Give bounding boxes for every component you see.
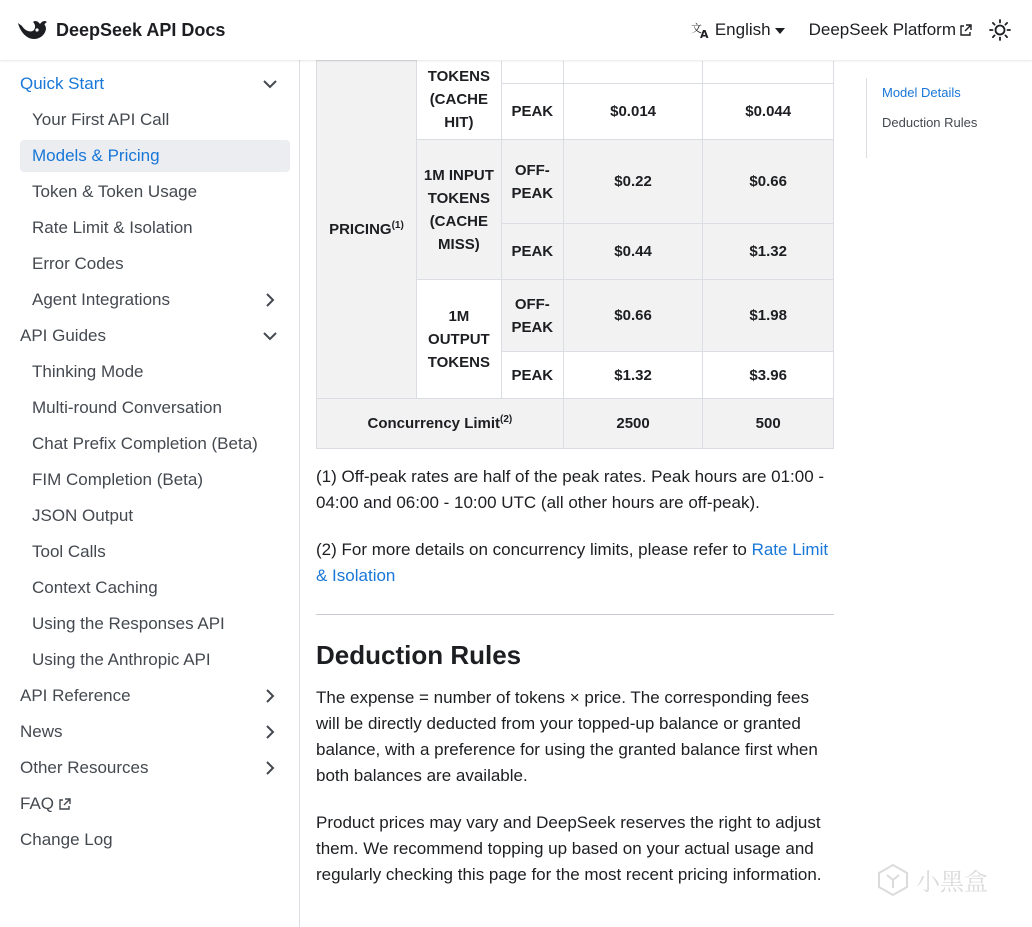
sun-icon xyxy=(989,19,1011,41)
table-of-contents xyxy=(866,78,977,158)
sidebar-item-label: API Guides xyxy=(20,326,106,345)
table-value-cell xyxy=(563,61,703,84)
table-period-cell xyxy=(501,84,563,140)
svg-text:A: A xyxy=(699,28,709,40)
sidebar-category-api-reference[interactable] xyxy=(20,680,290,712)
group-label: TOKENS (CACHE HIT) xyxy=(427,68,490,132)
sidebar-item-label: Chat Prefix Completion (Beta) xyxy=(32,434,258,453)
sidebar-item-label: Models & Pricing xyxy=(32,146,160,165)
price-value: $3.96 xyxy=(749,366,787,384)
table-period-cell xyxy=(501,224,563,280)
period-label: PEAK xyxy=(511,366,554,384)
sidebar-item-label: Using the Anthropic API xyxy=(32,650,211,669)
concurrency-value: 2500 xyxy=(616,415,650,432)
sidebar-item-models-pricing[interactable] xyxy=(20,140,290,172)
concurrency-label: Concurrency Limit xyxy=(367,415,501,432)
sidebar-item-label: Using the Responses API xyxy=(32,614,225,633)
chevron-right-icon[interactable] xyxy=(262,724,278,740)
section-heading: Deduction Rules xyxy=(316,640,522,670)
section-divider xyxy=(316,614,834,615)
svg-text:文: 文 xyxy=(690,22,702,35)
chevron-right-icon[interactable] xyxy=(262,292,278,308)
price-value: $1.32 xyxy=(614,366,652,384)
table-value-cell xyxy=(703,399,834,449)
chevron-down-icon[interactable] xyxy=(262,328,278,344)
footnote-2-text: (2) For more details on concurrency limits, please refer to xyxy=(316,540,752,559)
pricing-label: PRICING xyxy=(329,221,392,238)
price-value: $1.32 xyxy=(749,243,787,260)
period-label: PEAK xyxy=(511,103,554,120)
table-value-cell xyxy=(703,84,834,140)
table-value-cell xyxy=(703,140,834,224)
table-period-cell xyxy=(501,61,563,84)
watermark xyxy=(876,862,988,897)
price-value: $0.44 xyxy=(614,243,652,260)
sidebar-category-other-resources[interactable] xyxy=(20,752,290,784)
sidebar-item-rate-limit[interactable] xyxy=(20,212,290,244)
sidebar-item-label: News xyxy=(20,722,63,741)
sidebar-item-responses-api[interactable] xyxy=(20,608,290,640)
price-value: $0.66 xyxy=(749,173,787,190)
group-label: 1M INPUT TOKENS (CACHE MISS) xyxy=(423,166,494,253)
sidebar-item-fim-completion[interactable] xyxy=(20,464,290,496)
table-value-cell xyxy=(563,352,703,399)
sidebar-category-api-guides[interactable] xyxy=(20,320,290,352)
table-value-cell xyxy=(703,224,834,280)
sidebar-item-error-codes[interactable] xyxy=(20,248,290,280)
platform-link[interactable] xyxy=(809,20,972,40)
platform-label: DeepSeek Platform xyxy=(808,20,956,39)
table-value-cell xyxy=(563,140,703,224)
chevron-right-icon[interactable] xyxy=(262,688,278,704)
concurrency-value: 500 xyxy=(755,415,781,432)
sidebar-item-faq[interactable] xyxy=(20,788,290,820)
chevron-down-icon xyxy=(775,28,785,34)
footnote-2 xyxy=(316,537,834,589)
brand-title: DeepSeek API Docs xyxy=(56,19,226,40)
sidebar-item-agent-integrations[interactable] xyxy=(20,284,290,316)
table-value-cell xyxy=(563,399,703,449)
table-value-cell xyxy=(703,352,834,399)
period-label: OFF-PEAK xyxy=(511,161,554,202)
language-label: English xyxy=(714,20,771,39)
sidebar-item-label: Token & Token Usage xyxy=(32,182,198,201)
table-value-cell xyxy=(563,84,703,140)
top-navbar xyxy=(0,0,1032,60)
sidebar-item-label: Context Caching xyxy=(32,578,158,597)
table-value-cell xyxy=(703,61,834,84)
sidebar-item-label: FAQ xyxy=(20,794,55,813)
table-period-cell xyxy=(501,280,563,352)
chevron-down-icon[interactable] xyxy=(262,76,278,92)
sidebar-item-context-caching[interactable] xyxy=(20,572,290,604)
pricing-row-header xyxy=(317,61,417,399)
period-label: PEAK xyxy=(511,243,554,260)
sidebar-item-your-first-api-call[interactable] xyxy=(20,104,290,136)
language-dropdown[interactable] xyxy=(691,20,785,40)
sidebar-item-change-log[interactable] xyxy=(20,824,290,856)
table-group-cell xyxy=(416,280,501,399)
sidebar-item-token-usage[interactable] xyxy=(20,176,290,208)
pricing-table xyxy=(316,60,834,449)
sidebar-item-label: Change Log xyxy=(20,830,113,849)
period-label: OFF-PEAK xyxy=(511,295,554,336)
translate-icon xyxy=(691,20,711,40)
sidebar-category-quick-start[interactable] xyxy=(20,68,290,100)
price-value: $0.014 xyxy=(610,103,657,120)
deduction-paragraph-1: The expense = number of tokens × price. The corresponding fees will be directly deducted from your topped-up balance or granted balance, with a preference for using the granted balance first when both balances are available. xyxy=(316,688,818,785)
chevron-right-icon[interactable] xyxy=(262,760,278,776)
toc-item-model-details[interactable]: Model Details xyxy=(882,85,961,100)
toc-item-deduction-rules[interactable]: Deduction Rules xyxy=(882,115,978,130)
table-group-cell xyxy=(416,61,501,140)
sidebar xyxy=(0,60,300,927)
group-label: 1M OUTPUT TOKENS xyxy=(427,307,490,371)
price-value: $0.66 xyxy=(614,307,652,324)
table-value-cell xyxy=(703,280,834,352)
sidebar-item-label: Agent Integrations xyxy=(32,290,170,309)
table-value-cell xyxy=(563,280,703,352)
deepseek-whale-logo-icon xyxy=(16,17,48,43)
sidebar-item-label: Quick Start xyxy=(20,74,105,93)
sidebar-item-label: FIM Completion (Beta) xyxy=(32,470,203,489)
deduction-paragraph-2: Product prices may vary and DeepSeek reserves the right to adjust them. We recommend topping up based on your actual usage and regularly checking this page for the most recent pricing information. xyxy=(316,813,822,884)
footnote-ref: (2) xyxy=(500,414,513,425)
table-group-cell xyxy=(416,140,501,280)
table-value-cell xyxy=(563,224,703,280)
sidebar-item-tool-calls[interactable] xyxy=(20,536,290,568)
footnote-ref: (1) xyxy=(391,220,404,231)
table-period-cell xyxy=(501,352,563,399)
theme-toggle-button[interactable] xyxy=(988,18,1012,42)
price-value: $0.22 xyxy=(614,173,652,190)
sidebar-item-label: Thinking Mode xyxy=(32,362,144,381)
rate-limit-link[interactable]: Rate Limit & Isolation xyxy=(316,540,829,585)
sidebar-item-label: Tool Calls xyxy=(32,542,106,561)
sidebar-item-anthropic-api[interactable] xyxy=(20,644,290,676)
concurrency-row-header xyxy=(317,399,564,449)
sidebar-item-label: Error Codes xyxy=(32,254,124,273)
sidebar-item-label: Multi-round Conversation xyxy=(32,398,222,417)
sidebar-item-label: Other Resources xyxy=(20,758,149,777)
footnote-1: (1) Off-peak rates are half of the peak rates. Peak hours are 01:00 - 04:00 and 06:00 - 10:00 UTC (all other hours are off-peak). xyxy=(316,467,825,512)
sidebar-item-label: JSON Output xyxy=(32,506,134,525)
sidebar-item-label: Your First API Call xyxy=(32,110,170,129)
watermark-logo-icon xyxy=(876,863,910,897)
sidebar-item-label: API Reference xyxy=(20,686,131,705)
sidebar-category-news[interactable] xyxy=(20,716,290,748)
external-link-icon xyxy=(58,798,71,811)
sidebar-item-label: Rate Limit & Isolation xyxy=(32,218,193,237)
brand-link[interactable] xyxy=(16,17,225,43)
sidebar-item-chat-prefix[interactable] xyxy=(20,428,290,460)
watermark-text: 小黑盒 xyxy=(916,868,988,896)
external-link-icon xyxy=(959,24,972,37)
price-value: $0.044 xyxy=(745,103,792,120)
price-value: $1.98 xyxy=(749,307,787,324)
table-period-cell xyxy=(501,140,563,224)
sidebar-item-multi-round[interactable] xyxy=(20,392,290,424)
sidebar-item-thinking-mode[interactable] xyxy=(20,356,290,388)
sidebar-item-json-output[interactable] xyxy=(20,500,290,532)
